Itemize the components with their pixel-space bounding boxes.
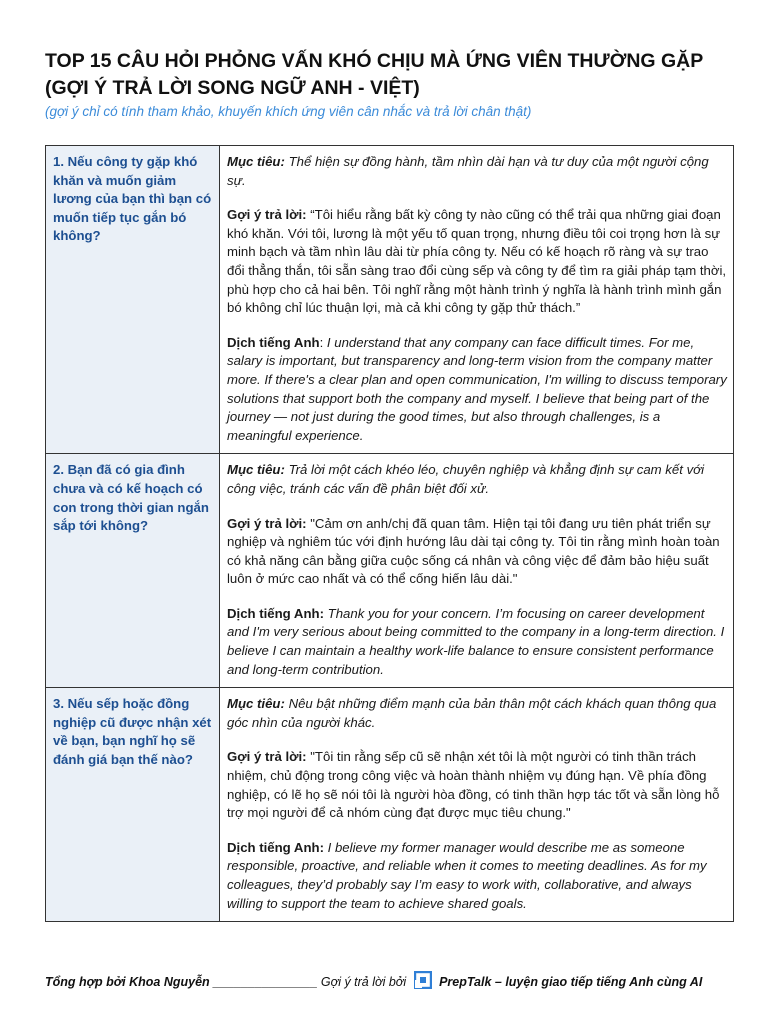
answer-cell [220,146,734,454]
goal-label: Mục tiêu: [227,696,285,712]
suggest-text: “Tôi hiểu rằng bất kỳ công ty nào cũng có thể trải qua những giai đoạn khó khăn. Với tôi, lương là một yếu tố quan trọng, nhưng điều tôi coi trọng hơn là sự minh bạch và tầm nhìn lâu dài từ phía công ty. Nếu có kế hoạch rõ ràng và sự trao đổi thẳng thắn, tôi sẵn sàng trao đổi cùng sếp và công ty để tìm ra giải pháp tạm thời, phù hợp cho cả hai bên. Tôi nghĩ rằng một hành trình ý nghĩa là hành trình mình gắn bó không chỉ lúc thuận lợi, mà cả khi công ty gặp thử thách.” [227,207,727,316]
page-title: TOP 15 CÂU HỎI PHỎNG VẤN KHÓ CHỊU MÀ ỨNG VIÊN THƯỜNG GẶP (GỢI Ý TRẢ LỜI SONG NGỮ ANH - VIỆT) [45,50,703,99]
translate-label: Dịch tiếng Anh [227,334,320,350]
goal-text: Nêu bật những điểm mạnh của bản thân một cách khách quan thông qua góc nhìn của người khác. [227,696,717,730]
translate-colon: : [319,334,324,350]
qa-table [45,145,734,922]
goal-label: Mục tiêu: [227,462,285,478]
suggest-paragraph [227,748,727,822]
question-cell: 2. Bạn đã có gia đình chưa và có kế hoạch có con trong thời gian ngắn sắp tới không? [46,454,220,688]
table-row [46,146,734,454]
footer-brand: PrepTalk – luyện giao tiếp tiếng Anh cùng AI [439,974,703,989]
suggest-paragraph [227,206,727,318]
footer-compiled: Tổng hợp bởi Khoa Nguyễn _______________ [45,974,318,989]
translate-text: Thank you for your concern. I’m focusing on career development and I'm very serious about being committed to the company in a long-term direction. I believe I can maintain a healthy work-life balance to ensure consistent performance and long-term contribution. [227,605,725,677]
table-row [46,688,734,922]
suggest-text: "Tôi tin rằng sếp cũ sẽ nhận xét tôi là một người có tinh thần trách nhiệm, chủ động trong công việc và hoàn thành nhiệm vụ đúng hạn. Về phía đồng nghiệp, có lẽ họ sẽ nói tôi là người hòa đồng, có tinh thần hợp tác tốt và sẵn lòng hỗ trợ mọi người để cả nhóm cùng đạt được mục tiêu chung." [227,749,720,821]
translate-paragraph [227,334,727,446]
translate-label: Dịch tiếng Anh [227,839,320,855]
goal-text: Trả lời một cách khéo léo, chuyên nghiệp và khẳng định sự cam kết với công việc, tránh các vấn đề phân biệt đối xử. [227,462,705,496]
preptalk-logo-icon [414,971,432,992]
translate-paragraph [227,839,727,913]
suggest-label: Gợi ý trả lời: [227,749,307,765]
table-row [46,454,734,688]
goal-text: Thể hiện sự đồng hành, tầm nhìn dài hạn và tư duy của một người cộng sự. [227,154,709,188]
suggest-text: "Cảm ơn anh/chị đã quan tâm. Hiện tại tôi đang ưu tiên phát triển sự nghiệp và nghiêm túc với định hướng lâu dài tại công ty. Tôi tin rằng mình hoàn toàn có khả năng cân bằng giữa cuộc sống cá nhân và công việc để đảm bảo hiệu suất luôn ở mức cao nhất và có thể cống hiến lâu dài." [227,515,720,587]
question-cell: 1. Nếu công ty gặp khó khăn và muốn giảm lương của bạn thì bạn có muốn tiếp tục gắn bó không? [46,146,220,454]
page-subtitle: (gợi ý chỉ có tính tham khảo, khuyến khích ứng viên cân nhắc và trả lời chân thật) [45,104,532,119]
answer-cell [220,454,734,688]
translate-text: I understand that any company can face difficult times. For me, salary is important, but transparency and long-term vision from the company matter more. If there's a clear plan and open communication, I'm willing to discuss temporary solutions that support both the company and myself. I believe that being part of the journey — not just during the good times, but also through challenges, is a meaningful experience. [227,334,727,443]
goal-paragraph [227,153,727,190]
suggest-label: Gợi ý trả lời: [227,515,307,531]
translate-paragraph [227,605,727,679]
footer-suggested-by: Gợi ý trả lời bởi [320,974,407,989]
goal-paragraph [227,461,727,498]
suggest-label: Gợi ý trả lời: [227,207,307,223]
goal-paragraph [227,695,727,732]
translate-colon: : [319,605,324,621]
translate-label: Dịch tiếng Anh [227,605,320,621]
question-cell: 3. Nếu sếp hoặc đồng nghiệp cũ được nhận xét về bạn, bạn nghĩ họ sẽ đánh giá bạn thế nào? [46,688,220,922]
translate-text: I believe my former manager would describe me as someone responsible, proactive, and reliable when it comes to meeting deadlines. As for my colleagues, they’d probably say I’m easy to work with, collaborative, and always willing to support the team to achieve shared goals. [227,839,707,911]
goal-label: Mục tiêu: [227,154,285,169]
translate-colon: : [319,839,324,855]
page-footer [45,972,745,993]
answer-cell [220,688,734,922]
suggest-paragraph [227,515,727,589]
